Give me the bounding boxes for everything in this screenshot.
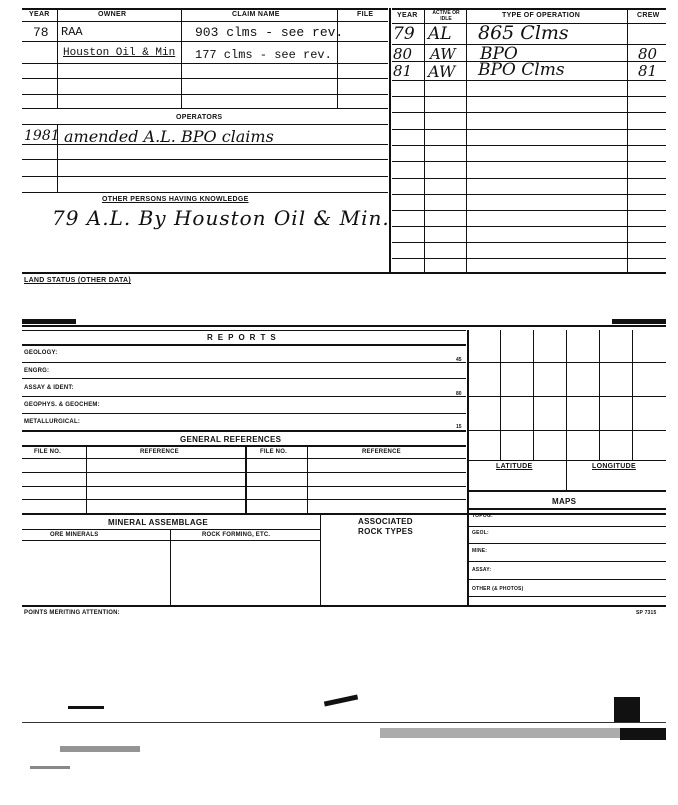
row-rule [22,144,388,145]
op-row2-year: 80 [393,45,413,63]
map-assay: ASSAY: [472,567,492,573]
scan-artifact [68,706,104,709]
latitude-label: LATITUDE [496,463,533,470]
metallurgical-num: 15 [456,424,462,430]
row-rule [392,145,666,146]
map-other: OTHER (& PHOTOS) [472,586,524,592]
ref-col-3: FILE NO. [260,449,287,455]
row-rule [22,176,388,177]
header-rule [22,21,388,22]
row-rule [392,210,666,211]
op-row3-year: 81 [393,62,413,80]
ore-minerals-label: ORE MINERALS [50,532,99,538]
scan-artifact [30,766,70,769]
row-rule [22,499,466,500]
geophys-label: GEOPHYS. & GEOCHEM: [24,402,100,408]
assay-label: ASSAY & IDENT: [24,385,74,391]
op-row2-crew: 80 [638,45,658,63]
band-mark [612,319,666,324]
points-label: POINTS MERITING ATTENTION: [24,610,120,616]
row-rule [392,129,666,130]
row-rule [22,108,388,109]
maps-title: MAPS [552,497,577,506]
col-divider [466,8,467,273]
col-divider [181,8,182,108]
row-rule [392,242,666,243]
col-divider [627,8,628,273]
scan-artifact [60,746,140,752]
assay-num: 80 [456,391,462,397]
col-divider [245,445,247,513]
op-row1-active: AL [428,24,452,44]
geology-label: GEOLOGY: [24,350,58,356]
grid-line [468,430,666,431]
map-geol: GEOL: [472,530,489,536]
row1-claim: 903 clms - see rev. [195,25,344,40]
row-rule [22,159,388,160]
section-divider [389,8,391,273]
ref-col-1: FILE NO. [34,449,61,455]
scan-artifact [22,722,666,723]
ref-col-4: REFERENCE [362,449,401,455]
row-rule [22,330,466,331]
row-rule [22,124,388,125]
row2-owner: Houston Oil & Min [63,47,176,59]
section-rule [22,272,666,274]
row-rule [468,543,666,544]
grid-line [632,330,633,460]
row1-year: 78 [33,25,49,40]
claim-name-header: CLAIM NAME [232,11,280,18]
row-rule [22,430,466,432]
op-row2-type: BPO [480,44,518,64]
assoc-line2: ROCK TYPES [358,527,414,536]
others-entry: 79 A.L. By Houston Oil & Min. [52,206,390,230]
owner-header: OWNER [98,11,127,18]
year-header: YEAR [29,11,50,18]
op-row3-crew: 81 [638,62,658,80]
ref-col-2: REFERENCE [140,449,179,455]
row-rule [392,80,666,81]
mineral-title: MINERAL ASSEMBLAGE [108,518,209,527]
geology-num: 45 [456,357,462,363]
scan-artifact [620,728,666,740]
row-rule [468,526,666,527]
crew-header: CREW [637,12,660,19]
operator-year: 1981 [24,128,60,144]
col-divider [337,8,338,108]
op-year-header: YEAR [397,12,418,19]
row1-owner: RAA [61,25,83,39]
row-rule [22,513,666,515]
reports-title: REPORTS [207,333,281,342]
col-divider [424,8,425,273]
row-rule [22,540,320,541]
row-rule [392,226,666,227]
general-refs-title: GENERAL REFERENCES [180,435,282,444]
operators-title: OPERATORS [176,114,223,121]
col-divider [320,513,321,605]
scan-artifact [380,728,640,738]
operator-entry: amended A.L. BPO claims [64,127,274,146]
row-rule [468,596,666,597]
engrg-label: ENGRG: [24,368,50,374]
row2-claim: 177 clms - see rev. [195,48,332,62]
op-row1-year: 79 [393,24,415,44]
row-rule [392,161,666,162]
row-rule [22,192,388,193]
op-row1-type: 865 Clms [478,22,569,44]
form-number: SP 7315 [636,610,657,616]
longitude-label: LONGITUDE [592,463,636,470]
grid-line [468,396,666,397]
row-rule [22,344,466,346]
row-rule [392,258,666,259]
col-divider [57,8,58,108]
grid-line [468,460,666,461]
row-rule [22,413,466,414]
band-mark [22,319,76,324]
grid-line [500,330,501,460]
row-rule [392,194,666,195]
grid-line [533,330,534,460]
band-rule [22,325,666,327]
top-rule [22,8,388,10]
row-rule [22,396,466,397]
rock-forming-label: ROCK FORMING, ETC. [202,532,271,538]
row-rule [468,508,666,510]
row-rule [22,78,388,79]
assoc-line1: ASSOCIATED [358,517,413,526]
row-rule [22,486,466,487]
col-divider [86,445,87,513]
row-rule [392,112,666,113]
row-rule [392,96,666,97]
op-row3-type: BPO Clms [478,60,565,80]
map-mine: MINE: [472,548,488,554]
row-rule [22,63,388,64]
grid-line [566,330,567,490]
metallurgical-label: METALLURGICAL: [24,419,81,425]
others-title: OTHER PERSONS HAVING KNOWLEDGE [102,196,249,203]
type-header: TYPE OF OPERATION [502,12,581,19]
row-rule [22,458,466,459]
row-rule [22,445,466,447]
land-status-label: LAND STATUS (OTHER DATA) [24,277,132,284]
file-header: FILE [357,11,374,18]
row-rule [22,529,320,530]
row-rule [22,41,388,42]
op-row2-active: AW [430,45,456,63]
col-divider [307,445,308,513]
op-row3-active: AW [428,62,456,81]
row-rule [468,490,666,492]
grid-line [468,362,666,363]
map-topog: TOPOG: [472,513,493,519]
section-divider [467,330,469,605]
row-rule [22,378,466,379]
row-rule [392,178,666,179]
row-rule [22,605,666,607]
scan-artifact [324,695,358,707]
grid-line [599,330,600,460]
row-rule [468,579,666,580]
row-rule [468,561,666,562]
scan-artifact [614,697,640,723]
row-rule [22,472,466,473]
row-rule [22,362,466,363]
active-header: ACTIVE OR IDLE [432,10,460,22]
row-rule [22,94,388,95]
